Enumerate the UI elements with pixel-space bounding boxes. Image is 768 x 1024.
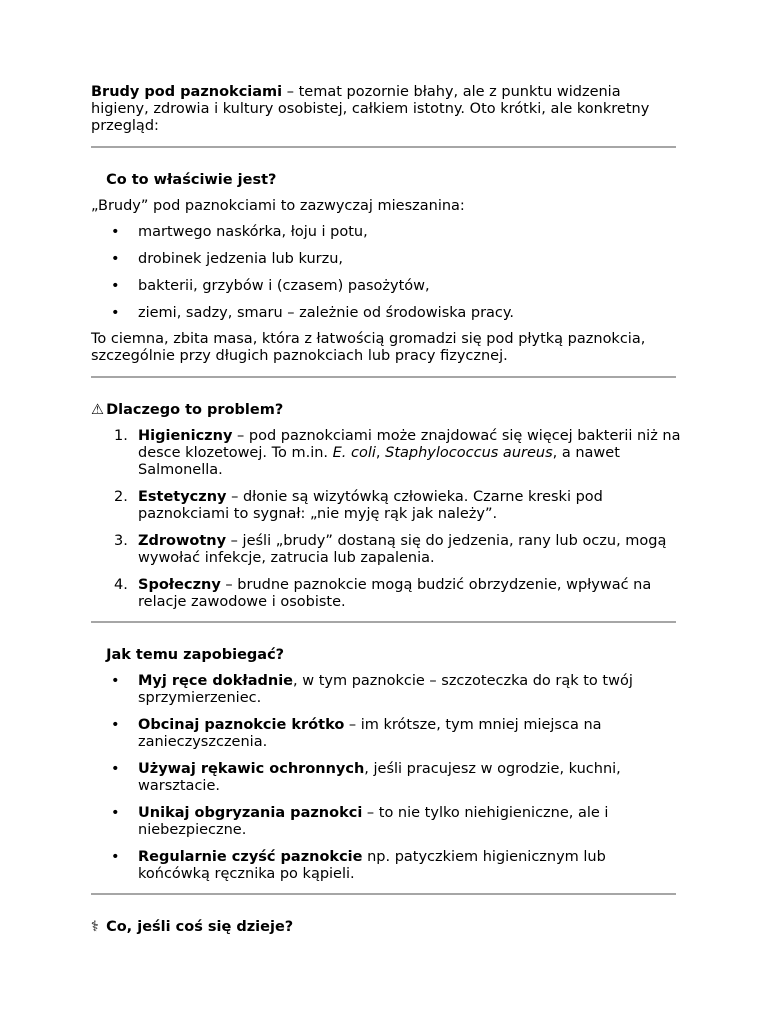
problem-list [91, 428, 681, 611]
section-title: Dlaczego to problem? [106, 402, 284, 418]
item-text: , w tym paznokcie – szczoteczka do rąk to twój sprzymierzeniec. [138, 673, 633, 706]
list-item [91, 305, 681, 322]
item-bold: Zdrowotny [138, 533, 227, 549]
item-text: – pod paznokciami może znajdować się więcej bakterii niż na desce klozetowej. To m.in. [138, 428, 681, 461]
list-item-text: bakterii, grzybów i (czasem) pasożytów, [138, 278, 430, 294]
list-item [91, 761, 681, 795]
list-item [91, 717, 681, 751]
list-item [91, 849, 681, 883]
bullet: • [111, 305, 120, 321]
bullet: • [111, 805, 120, 821]
list-item [91, 251, 681, 268]
warning-icon: ⚠ [91, 402, 104, 418]
bullet: • [111, 849, 120, 865]
divider [91, 893, 676, 895]
item-bold: Myj ręce dokładnie [138, 673, 294, 689]
section-title: Co to właściwie jest? [106, 172, 277, 188]
bullet: • [111, 673, 120, 689]
item-text: np. patyczkiem higienicznym lub końcówką ręcznika po kąpieli. [138, 849, 606, 882]
item-bold: Estetyczny [138, 489, 227, 505]
item-text: , jeśli pracujesz w ogrodzie, kuchni, warsztacie. [138, 761, 621, 794]
item-italic: Staphylococcus aureus [385, 445, 553, 461]
section-heading-problem [91, 402, 681, 419]
section-lead: „Brudy” pod paznokciami to zazwyczaj mieszanina: [91, 198, 465, 214]
bullet: • [111, 251, 120, 267]
bullet: • [111, 278, 120, 294]
missing-glyph-icon: ⚕ [91, 919, 99, 935]
list-number: 1. [114, 428, 128, 444]
section-heading-symptoms [91, 919, 681, 936]
list-item [91, 805, 681, 839]
item-bold: Unikaj obgryzania paznokci [138, 805, 363, 821]
list-item [91, 224, 681, 241]
list-number: 2. [114, 489, 128, 505]
list-item [91, 489, 681, 523]
composition-list [91, 224, 681, 322]
list-number: 3. [114, 533, 128, 549]
divider [91, 146, 676, 148]
section-title: Jak temu zapobiegać? [106, 647, 285, 663]
list-item-text: drobinek jedzenia lub kurzu, [138, 251, 344, 267]
section-heading-prevention [91, 647, 681, 664]
item-italic: E. coli [332, 445, 376, 461]
divider [91, 621, 676, 623]
list-item [91, 577, 681, 611]
item-bold: Regularnie czyść paznokcie [138, 849, 363, 865]
list-item-text: ziemi, sadzy, smaru – zależnie od środowiska pracy. [138, 305, 515, 321]
list-item [91, 428, 681, 479]
item-text: – brudne paznokcie mogą budzić obrzydzenie, wpływać na relacje zawodowe i osobiste. [138, 577, 652, 610]
item-text: – to nie tylko niehigieniczne, ale i niebezpieczne. [138, 805, 609, 838]
item-bold: Higieniczny [138, 428, 233, 444]
intro-text: – temat pozornie błahy, ale z punktu widzenia higieny, zdrowia i kultury osobistej, całkiem istotny. Oto krótki, ale konkretny przegląd: [91, 84, 650, 134]
bullet: • [111, 717, 120, 733]
item-text: – im krótsze, tym mniej miejsca na zanieczyszczenia. [138, 717, 602, 750]
bullet: • [111, 761, 120, 777]
list-number: 4. [114, 577, 128, 593]
section-outro: To ciemna, zbita masa, która z łatwością gromadzi się pod płytką paznokcia, szczególnie przy długich paznokciach lub pracy fizycznej. [91, 331, 646, 364]
item-text: – jeśli „brudy” dostaną się do jedzenia, rany lub oczu, mogą wywołać infekcje, zatrucia lub zapalenia. [138, 533, 667, 566]
list-item [91, 278, 681, 295]
divider [91, 376, 676, 378]
item-bold: Społeczny [138, 577, 221, 593]
intro-paragraph [91, 84, 681, 135]
section-heading-definition [91, 172, 681, 189]
document-content [91, 84, 681, 945]
intro-bold: Brudy pod paznokciami [91, 84, 283, 100]
prevention-list [91, 673, 681, 883]
bullet: • [111, 224, 120, 240]
list-item-text: martwego naskórka, łoju i potu, [138, 224, 368, 240]
item-text: – dłonie są wizytówką człowieka. Czarne kreski pod paznokciami to sygnał: „nie myję rąk jak należy”. [138, 489, 603, 522]
list-item [91, 673, 681, 707]
item-bold: Używaj rękawic ochronnych [138, 761, 365, 777]
list-item [91, 533, 681, 567]
item-text: , a nawet Salmonella. [138, 445, 620, 478]
section-title: Co, jeśli coś się dzieje? [106, 919, 294, 935]
item-text: , [375, 445, 386, 461]
item-bold: Obcinaj paznokcie krótko [138, 717, 345, 733]
